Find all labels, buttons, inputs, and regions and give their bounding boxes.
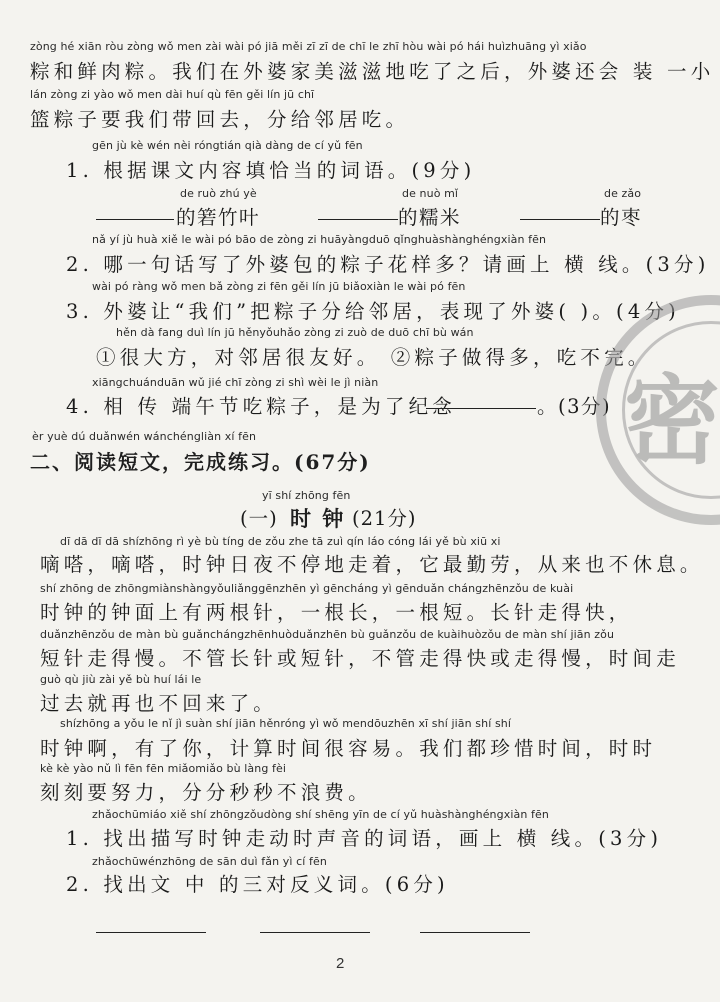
passage-line1-pinyin: dī dā dī dā shízhōng rì yè bù tíng de zǒu zhe tā zuì qín láo cóng lái yě bù xiū xi xyxy=(60,535,501,548)
passage-number: (一) xyxy=(240,507,278,530)
q1-blank2-pinyin: de nuò mǐ xyxy=(402,187,459,200)
passage-q1-pinyin: zhǎochūmiáo xiě shí zhōngzǒudòng shí shēng yīn de cí yǔ huàshànghéngxiàn fēn xyxy=(92,808,549,821)
q1-answer-blank-1[interactable] xyxy=(96,219,174,220)
passage-line5-text: 时钟啊，有了你，计算时间很容易。我们都珍惜时间，时时 xyxy=(40,737,657,760)
q1-blank1-pinyin: de ruò zhú yè xyxy=(180,187,257,200)
q1-pinyin: gēn jù kè wén nèi róngtián qià dàng de cí yǔ fēn xyxy=(92,139,363,152)
passage-q1-text: 1. 找出描写时钟走动时声音的词语，画上 横 线。(3分) xyxy=(66,827,663,850)
antonym-answer-blank-2[interactable] xyxy=(260,932,370,933)
passage-line6-pinyin: kè kè yào nǔ lì fēn fēn miǎomiǎo bù làng fèi xyxy=(40,762,287,775)
q1-blank1-text: 的箬竹叶 xyxy=(176,206,261,229)
passage-line4-text: 过去就再也不回来了。 xyxy=(40,692,278,715)
q1-blank3-text: 的枣 xyxy=(600,206,643,229)
antonym-answer-blank-3[interactable] xyxy=(420,932,530,933)
q4-text: 4. 相 传 端午节吃粽子，是为了纪念 xyxy=(66,395,457,418)
intro-line2-text: 篮粽子要我们带回去，分给邻居吃。 xyxy=(30,108,410,131)
q1-answer-blank-2[interactable] xyxy=(318,219,398,220)
q3-options-pinyin: hěn dà fang duì lín jū hěnyǒuhǎo zòng zi zuò de duō chī bù wán xyxy=(116,326,474,339)
section2-heading: 二、阅读短文，完成练习。(67分) xyxy=(30,450,371,474)
q1-text: 1. 根据课文内容填恰当的词语。(9分) xyxy=(66,159,476,182)
q3-pinyin: wài pó ràng wǒ men bǎ zòng zi fēn gěi lín jū biǎoxiàn le wài pó fēn xyxy=(92,280,466,293)
passage-line1-text: 嘀嗒，嘀嗒，时钟日夜不停地走着，它最勤劳，从来也不休息。 xyxy=(40,553,704,576)
passage-line2-pinyin: shí zhōng de zhōngmiànshàngyǒuliǎnggēnzhēn yì gēncháng yì gēnduǎn chángzhēnzǒu de kuài xyxy=(40,582,574,595)
antonym-answer-blank-1[interactable] xyxy=(96,932,206,933)
q1-blank2-text: 的糯米 xyxy=(398,206,462,229)
q2-text: 2. 哪一句话写了外婆包的粽子花样多？请画上 横 线。(3分) xyxy=(66,253,710,276)
q4-answer-blank[interactable] xyxy=(426,408,536,409)
intro-line1-pinyin: zòng hé xiān ròu zòng wǒ men zài wài pó jiā měi zī zī de chī le zhī hòu wài pó hái huìzhuāng yì xiǎo xyxy=(30,40,587,53)
q3-text: 3. 外婆让“我们”把粽子分给邻居，表现了外婆( )。(4分) xyxy=(66,300,680,323)
q2-pinyin: nǎ yí jù huà xiě le wài pó bāo de zòng zi huāyàngduō qǐnghuàshànghéngxiàn fēn xyxy=(92,233,547,246)
passage-line5-pinyin: shízhōng a yǒu le nǐ jì suàn shí jiān hěnróng yì wǒ mendōuzhēn xī shí jiān shí shí xyxy=(60,717,512,730)
passage-q2-text: 2. 找出文 中 的三对反义词。(6分) xyxy=(66,873,449,896)
passage-q2-pinyin: zhǎochūwénzhōng de sān duì fǎn yì cí fēn xyxy=(92,855,327,868)
q3-options-text: ①很大方，对邻居很友好。 ②粽子做得多，吃不完。 xyxy=(96,346,652,369)
q1-answer-blank-3[interactable] xyxy=(520,219,600,220)
passage-line3-text: 短针走得慢。不管长针或短针，不管走得快或走得慢，时间走 xyxy=(40,647,680,670)
seal-character: 密 xyxy=(624,365,720,477)
passage-line4-pinyin: guò qù jiù zài yě bù huí lái le xyxy=(40,673,202,686)
q1-blank3-pinyin: de zǎo xyxy=(604,187,642,200)
q4-pinyin: xiāngchuánduān wǔ jié chī zòng zi shì wèi le jì niàn xyxy=(92,376,379,389)
q4-score-text: 。(3分) xyxy=(537,395,612,418)
passage-line3-pinyin: duǎnzhēnzǒu de màn bù guǎnchángzhēnhuòduǎnzhēn bù guǎnzǒu de kuàihuòzǒu de màn shí jiān zǒu xyxy=(40,628,615,641)
confidential-seal-stamp xyxy=(596,295,720,525)
passage-line2-text: 时钟的钟面上有两根针，一根长，一根短。长针走得快， xyxy=(40,601,633,624)
page-number: 2 xyxy=(336,955,345,972)
intro-line1-text: 粽和鲜肉粽。我们在外婆家美滋滋地吃了之后，外婆还会 装 一小 xyxy=(30,60,715,83)
passage-title: 时 钟 xyxy=(290,506,346,531)
passage-title-pinyin: yī shí zhōng fēn xyxy=(262,489,351,502)
passage-line6-text: 刻刻要努力，分分秒秒不浪费。 xyxy=(40,781,372,804)
passage-score: (21分) xyxy=(352,507,417,530)
section2-pinyin: èr yuè dú duǎnwén wánchéngliàn xí fēn xyxy=(32,430,257,443)
intro-line2-pinyin: lán zòng zi yào wǒ men dài huí qù fēn gěi lín jū chī xyxy=(30,88,315,101)
